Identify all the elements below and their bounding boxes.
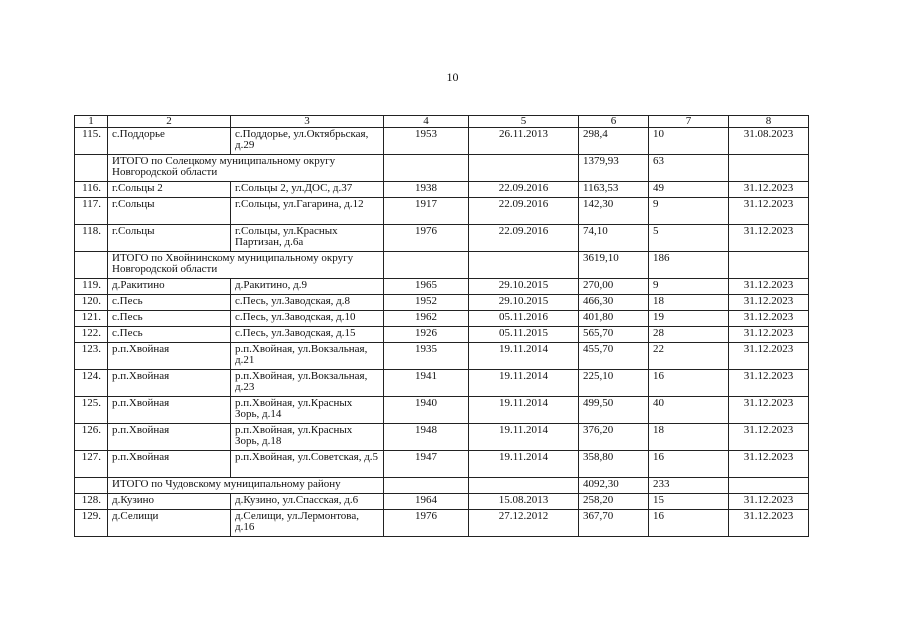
deadline-cell: 31.12.2023 [729,343,809,370]
row-number: 119. [75,279,108,295]
deadline-cell: 31.12.2023 [729,182,809,198]
total-label: ИТОГО по Хвойнинскому муниципальному округу Новгородской области [108,252,384,279]
locality-cell: г.Сольцы 2 [108,182,231,198]
table-row [75,225,809,252]
area-cell: 358,80 [579,451,649,478]
area-cell: 455,70 [579,343,649,370]
area-cell: 401,80 [579,311,649,327]
row-number: 118. [75,225,108,252]
locality-cell: р.п.Хвойная [108,397,231,424]
address-cell: г.Сольцы, ул.Гагарина, д.12 [231,198,384,225]
table-row [75,451,809,478]
empty-cell [469,478,579,494]
total-count: 63 [649,155,729,182]
table-total-row [75,155,809,182]
date-cell: 27.12.2012 [469,510,579,537]
address-cell: р.п.Хвойная, ул.Советская, д.5 [231,451,384,478]
table-row [75,424,809,451]
address-cell: р.п.Хвойная, ул.Красных Зорь, д.18 [231,424,384,451]
table-total-row [75,252,809,279]
total-label: ИТОГО по Солецкому муниципальному округу Новгородской области [108,155,384,182]
deadline-cell: 31.12.2023 [729,370,809,397]
year-cell: 1948 [384,424,469,451]
table-row [75,510,809,537]
deadline-cell: 31.12.2023 [729,295,809,311]
deadline-cell: 31.12.2023 [729,451,809,478]
row-number: 120. [75,295,108,311]
count-cell: 16 [649,370,729,397]
address-cell: г.Сольцы, ул.Красных Партизан, д.6а [231,225,384,252]
deadline-cell: 31.12.2023 [729,397,809,424]
locality-cell: р.п.Хвойная [108,370,231,397]
count-cell: 16 [649,510,729,537]
empty-cell [384,478,469,494]
column-header-6: 6 [579,116,649,128]
address-cell: д.Селищи, ул.Лермонтова, д.16 [231,510,384,537]
date-cell: 05.11.2015 [469,327,579,343]
year-cell: 1926 [384,327,469,343]
row-number: 122. [75,327,108,343]
row-number: 125. [75,397,108,424]
count-cell: 15 [649,494,729,510]
area-cell: 1163,53 [579,182,649,198]
date-cell: 15.08.2013 [469,494,579,510]
row-number: 117. [75,198,108,225]
row-number: 115. [75,128,108,155]
date-cell: 19.11.2014 [469,451,579,478]
deadline-cell: 31.12.2023 [729,424,809,451]
row-number: 128. [75,494,108,510]
year-cell: 1917 [384,198,469,225]
area-cell: 74,10 [579,225,649,252]
count-cell: 10 [649,128,729,155]
deadline-cell: 31.12.2023 [729,311,809,327]
deadline-cell: 31.12.2023 [729,494,809,510]
table-row [75,327,809,343]
year-cell: 1935 [384,343,469,370]
table-total-row [75,478,809,494]
locality-cell: р.п.Хвойная [108,424,231,451]
column-header-7: 7 [649,116,729,128]
table-row [75,343,809,370]
empty-cell [75,252,108,279]
address-cell: с.Песь, ул.Заводская, д.15 [231,327,384,343]
count-cell: 49 [649,182,729,198]
address-cell: с.Песь, ул.Заводская, д.10 [231,311,384,327]
year-cell: 1976 [384,225,469,252]
column-header-1: 1 [75,116,108,128]
address-cell: д.Ракитино, д.9 [231,279,384,295]
year-cell: 1965 [384,279,469,295]
total-area: 3619,10 [579,252,649,279]
address-cell: д.Кузино, ул.Спасская, д.6 [231,494,384,510]
area-cell: 376,20 [579,424,649,451]
address-cell: р.п.Хвойная, ул.Вокзальная, д.23 [231,370,384,397]
address-cell: р.п.Хвойная, ул.Вокзальная, д.21 [231,343,384,370]
count-cell: 9 [649,279,729,295]
area-cell: 258,20 [579,494,649,510]
date-cell: 05.11.2016 [469,311,579,327]
empty-cell [469,252,579,279]
count-cell: 22 [649,343,729,370]
year-cell: 1953 [384,128,469,155]
count-cell: 28 [649,327,729,343]
deadline-cell: 31.12.2023 [729,510,809,537]
year-cell: 1976 [384,510,469,537]
count-cell: 5 [649,225,729,252]
row-number: 121. [75,311,108,327]
count-cell: 19 [649,311,729,327]
housing-table [74,115,809,537]
locality-cell: д.Кузино [108,494,231,510]
total-count: 233 [649,478,729,494]
deadline-cell: 31.12.2023 [729,279,809,295]
row-number: 127. [75,451,108,478]
deadline-cell: 31.08.2023 [729,128,809,155]
table-row [75,370,809,397]
row-number: 116. [75,182,108,198]
total-count: 186 [649,252,729,279]
row-number: 126. [75,424,108,451]
deadline-cell: 31.12.2023 [729,327,809,343]
page-number: 10 [446,70,459,84]
table-row [75,182,809,198]
area-cell: 499,50 [579,397,649,424]
locality-cell: д.Селищи [108,510,231,537]
date-cell: 22.09.2016 [469,225,579,252]
row-number: 129. [75,510,108,537]
column-header-8: 8 [729,116,809,128]
count-cell: 18 [649,295,729,311]
column-header-2: 2 [108,116,231,128]
empty-cell [384,155,469,182]
year-cell: 1940 [384,397,469,424]
date-cell: 19.11.2014 [469,343,579,370]
date-cell: 29.10.2015 [469,279,579,295]
year-cell: 1947 [384,451,469,478]
address-cell: с.Поддорье, ул.Октябрьская, д.29 [231,128,384,155]
area-cell: 466,30 [579,295,649,311]
area-cell: 142,30 [579,198,649,225]
total-label: ИТОГО по Чудовскому муниципальному району [108,478,384,494]
locality-cell: г.Сольцы [108,225,231,252]
date-cell: 19.11.2014 [469,370,579,397]
area-cell: 225,10 [579,370,649,397]
count-cell: 9 [649,198,729,225]
deadline-cell: 31.12.2023 [729,225,809,252]
locality-cell: г.Сольцы [108,198,231,225]
address-cell: р.п.Хвойная, ул.Красных Зорь, д.14 [231,397,384,424]
year-cell: 1962 [384,311,469,327]
address-cell: г.Сольцы 2, ул.ДОС, д.37 [231,182,384,198]
column-header-5: 5 [469,116,579,128]
column-header-3: 3 [231,116,384,128]
area-cell: 565,70 [579,327,649,343]
row-number: 123. [75,343,108,370]
date-cell: 19.11.2014 [469,397,579,424]
date-cell: 22.09.2016 [469,182,579,198]
date-cell: 22.09.2016 [469,198,579,225]
locality-cell: с.Поддорье [108,128,231,155]
empty-cell [75,478,108,494]
empty-cell [75,155,108,182]
address-cell: с.Песь, ул.Заводская, д.8 [231,295,384,311]
locality-cell: р.п.Хвойная [108,343,231,370]
locality-cell: р.п.Хвойная [108,451,231,478]
table-row [75,397,809,424]
date-cell: 26.11.2013 [469,128,579,155]
table-row [75,198,809,225]
date-cell: 19.11.2014 [469,424,579,451]
year-cell: 1964 [384,494,469,510]
table-row [75,128,809,155]
locality-cell: с.Песь [108,311,231,327]
row-number: 124. [75,370,108,397]
locality-cell: д.Ракитино [108,279,231,295]
table-row [75,311,809,327]
count-cell: 18 [649,424,729,451]
locality-cell: с.Песь [108,295,231,311]
table-row [75,295,809,311]
total-area: 1379,93 [579,155,649,182]
area-cell: 298,4 [579,128,649,155]
date-cell: 29.10.2015 [469,295,579,311]
table-row [75,279,809,295]
area-cell: 367,70 [579,510,649,537]
empty-cell [729,155,809,182]
empty-cell [729,252,809,279]
column-header-4: 4 [384,116,469,128]
empty-cell [384,252,469,279]
count-cell: 16 [649,451,729,478]
locality-cell: с.Песь [108,327,231,343]
table-row [75,494,809,510]
count-cell: 40 [649,397,729,424]
table-header-row [75,116,809,128]
year-cell: 1952 [384,295,469,311]
area-cell: 270,00 [579,279,649,295]
empty-cell [469,155,579,182]
total-area: 4092,30 [579,478,649,494]
deadline-cell: 31.12.2023 [729,198,809,225]
year-cell: 1941 [384,370,469,397]
empty-cell [729,478,809,494]
year-cell: 1938 [384,182,469,198]
